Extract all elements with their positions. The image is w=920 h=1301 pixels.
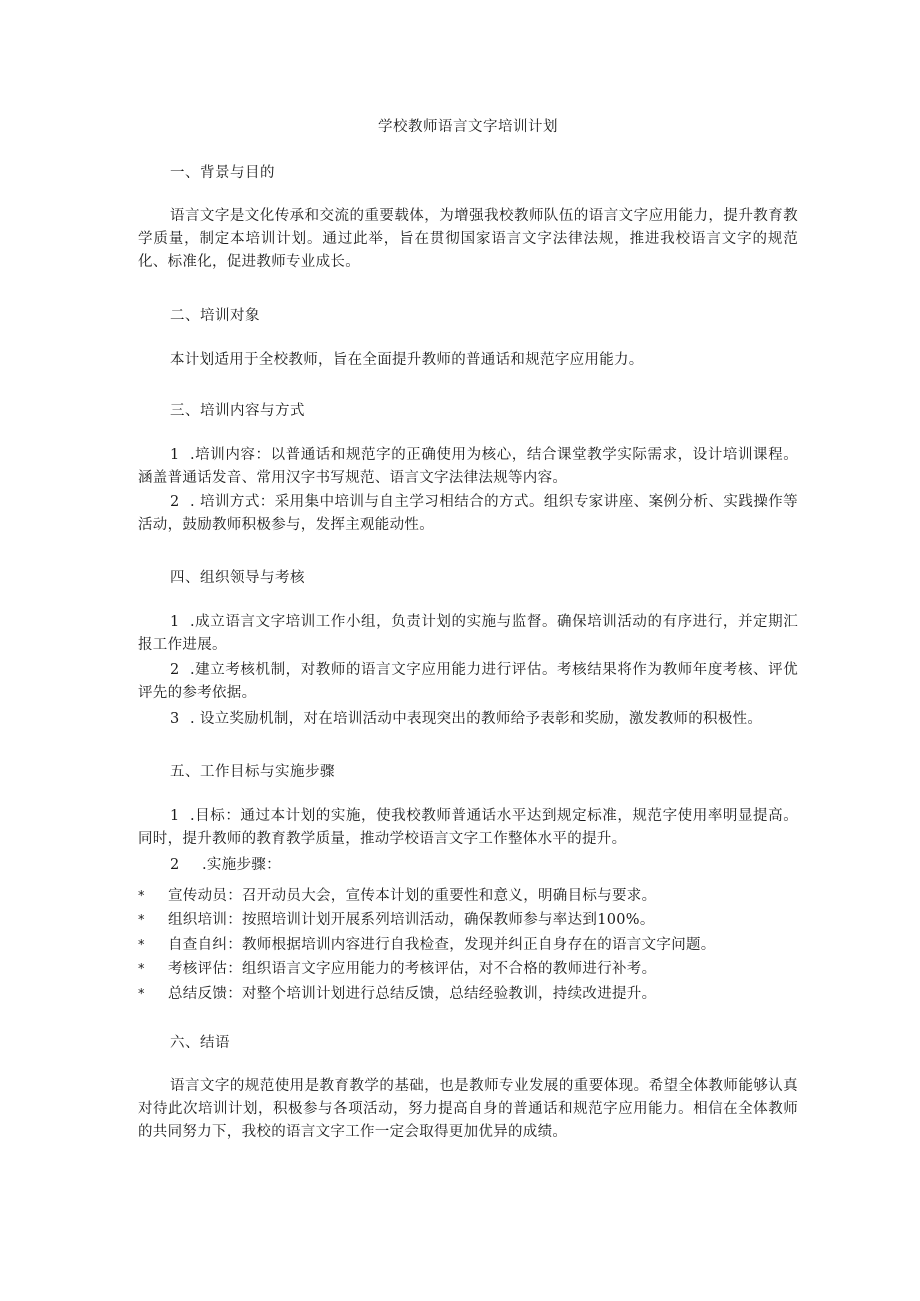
section-heading-background: 一、背景与目的	[170, 165, 275, 181]
bullet-text: 宣传动员：召开动员大会，宣传本计划的重要性和意义，明确目标与要求。	[168, 888, 657, 904]
item-text: .目标：通过本计划的实施，使我校教师普通话水平达到规定标准，规范字使用率明显提高。同时，提升教师的教育教学质量，推动学校语言文字工作整体水平的提升。	[138, 808, 798, 847]
item-number: 2	[170, 662, 180, 678]
section-heading-goals: 五、工作目标与实施步骤	[170, 764, 335, 780]
list-item	[138, 611, 798, 657]
list-item	[138, 491, 798, 537]
bullet-mark: *	[138, 962, 145, 977]
section-heading-conclusion: 六、结语	[170, 1035, 230, 1051]
section-text-audience: 本计划适用于全校教师，旨在全面提升教师的普通话和规范字应用能力。	[170, 352, 644, 368]
bullet-text: 组织培训：按照培训计划开展系列培训活动，确保教师参与率达到100%。	[168, 912, 655, 928]
item-text: . 设立奖励机制，对在培训活动中表现突出的教师给予表彰和奖励，激发教师的积极性。	[190, 711, 763, 727]
bullet-mark: *	[138, 913, 145, 928]
item-text: .培训内容：以普通话和规范字的正确使用为核心，结合课堂教学实际需求，设计培训课程。涵盖普通话发音、常用汉字书写规范、语言文字法律法规等内容。	[138, 447, 798, 486]
item-text: .建立考核机制，对教师的语言文字应用能力进行评估。考核结果将作为教师年度考核、评优评先的参考依据。	[138, 662, 798, 701]
list-item	[138, 444, 798, 490]
item-number: 1	[170, 447, 180, 463]
item-number: 3	[170, 711, 180, 727]
item-text: .成立语言文字培训工作小组，负责计划的实施与监督。确保培训活动的有序进行，并定期汇报工作进展。	[138, 614, 798, 653]
bullet-item	[138, 983, 798, 1006]
document-title: 学校教师语言文字培训计划	[378, 119, 558, 135]
list-item	[138, 708, 798, 731]
section-heading-organization: 四、组织领导与考核	[170, 570, 305, 586]
list-item	[138, 659, 798, 705]
list-item	[138, 805, 798, 851]
bullet-item	[138, 934, 798, 957]
list-item	[138, 854, 798, 877]
bullet-mark: *	[138, 889, 145, 904]
bullet-item	[138, 909, 798, 932]
bullet-mark: *	[138, 987, 145, 1002]
section-text-conclusion: 语言文字的规范使用是教育教学的基础，也是教师专业发展的重要体现。希望全体教师能够认真对待此次培训计划，积极参与各项活动，努力提高自身的普通话和规范字应用能力。相信在全体教师的共同努力下，我校的语言文字工作一定会取得更加优异的成绩。	[138, 1078, 798, 1140]
section-text-background: 语言文字是文化传承和交流的重要载体，为增强我校教师队伍的语言文字应用能力，提升教育教学质量，制定本培训计划。通过此举，旨在贯彻国家语言文字法律法规，推进我校语言文字的规范化、标准化，促进教师专业成长。	[138, 208, 798, 270]
item-number: 2	[170, 494, 180, 510]
item-number: 2	[170, 857, 180, 873]
item-number: 1	[170, 614, 180, 630]
section-heading-content: 三、培训内容与方式	[170, 403, 305, 419]
bullet-text: 自查自纠：教师根据培训内容进行自我检查，发现并纠正自身存在的语言文字问题。	[168, 937, 716, 953]
bullet-text: 考核评估：组织语言文字应用能力的考核评估，对不合格的教师进行补考。	[168, 961, 657, 977]
bullet-mark: *	[138, 938, 145, 953]
item-number: 1	[170, 808, 180, 824]
bullet-text: 总结反馈：对整个培训计划进行总结反馈，总结经验教训，持续改进提升。	[168, 986, 657, 1002]
bullet-item	[138, 885, 798, 908]
bullet-item	[138, 958, 798, 981]
item-text: . 培训方式：采用集中培训与自主学习相结合的方式。组织专家讲座、案例分析、实践操作等活动，鼓励教师积极参与，发挥主观能动性。	[138, 494, 798, 533]
section-heading-audience: 二、培训对象	[170, 308, 260, 324]
item-text: .实施步骤：	[202, 857, 281, 873]
